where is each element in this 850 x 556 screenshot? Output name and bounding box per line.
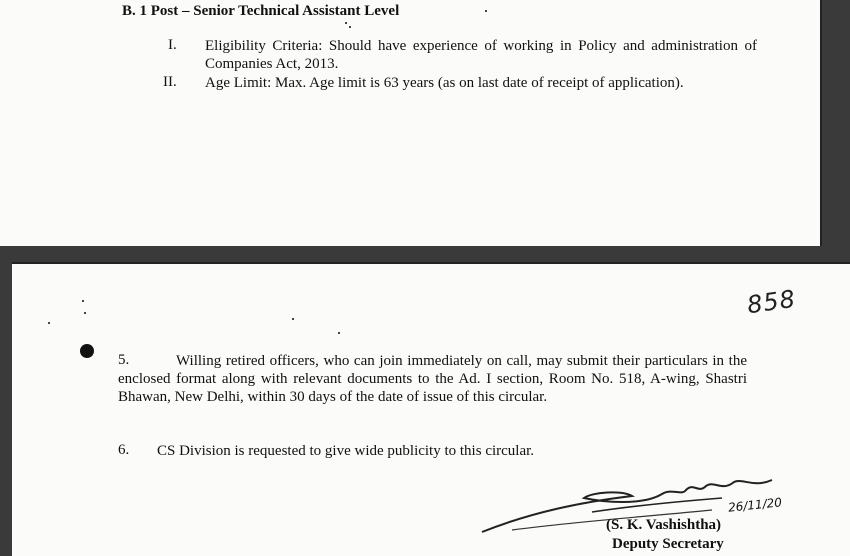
scan-speck — [349, 26, 351, 28]
scan-speck — [338, 332, 340, 334]
scan-speck — [485, 10, 487, 12]
scan-speck — [292, 318, 294, 320]
age-limit-text: Age Limit: Max. Age limit is 63 years (as on last date of receipt of application). — [205, 75, 684, 91]
eligibility-criteria-text: Eligibility Criteria: Should have experience of working in Policy and administration of Companies Act, 2013. — [205, 38, 757, 72]
document-page-bottom — [12, 262, 850, 556]
item-numeral: I. — [168, 37, 177, 53]
scan-speck — [82, 300, 84, 302]
signatory-designation: Deputy Secretary — [612, 536, 724, 552]
paragraph-6-text: CS Division is requested to give wide publicity to this circular. — [157, 443, 535, 459]
document-page-top — [0, 0, 822, 246]
handwritten-page-number: 858 — [745, 284, 798, 320]
scan-speck — [48, 322, 50, 324]
scan-speck — [345, 22, 347, 24]
item-numeral: II. — [163, 74, 177, 90]
signature-date: 26/11/20 — [727, 495, 783, 515]
paragraph-number: 5. — [118, 352, 130, 368]
signatory-name: (S. K. Vashishtha) — [606, 517, 722, 533]
punch-hole-mark — [80, 344, 94, 358]
paragraph-5-text: Willing retired officers, who can join immediately on call, may submit their particulars in the enclosed format along with relevant documents to the Ad. I section, Room No. 518, A-wing, Shastri Bhawan, New Delhi, within 30 days of the date of issue of this circular. — [118, 353, 747, 405]
paragraph-number: 6. — [118, 442, 130, 458]
scan-speck — [84, 312, 86, 314]
section-heading: B. 1 Post – Senior Technical Assistant Level — [122, 3, 400, 19]
